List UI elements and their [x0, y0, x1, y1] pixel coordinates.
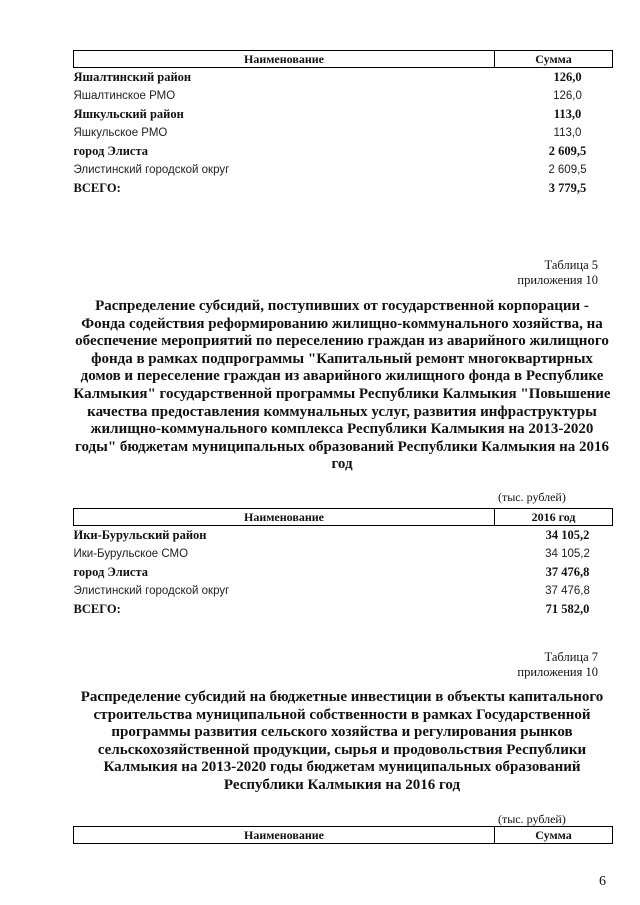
table-row	[74, 545, 613, 564]
column-header-name: Наименование	[74, 509, 495, 526]
row-name: ВСЕГО:	[73, 601, 121, 616]
column-header-name: Наименование	[74, 51, 495, 68]
table-row	[74, 526, 613, 545]
row-name: город Элиста	[73, 143, 149, 158]
appendix-ref: приложения 10	[517, 665, 598, 679]
row-value: 34 105,2	[545, 527, 590, 542]
section-title: Распределение субсидий, поступивших от государственной корпорации - Фонда содействия реформированию жилищно-коммунального хозяйства, на обеспечение мероприятий по переселению граждан из аварийного жилищного фонда в рамках подпрограммы "Капитальный ремонт многоквартирных домов и переселение граждан из аварийного жилищного фонда в Республике Калмыкия" государственной программы Республики Калмыкия "Повышение качества предоставления коммунальных услуг, развития инфраструктуры жилищно-коммунального комплекса Республики Калмыкия на 2013-2020 годы" бюджетам муниципальных образований Республики Калмыкия на 2016 год	[73, 298, 611, 473]
table-row	[74, 582, 613, 601]
row-value: 37 476,8	[545, 564, 590, 579]
section-title: Распределение субсидий на бюджетные инвестиции в объекты капитального строительства муниципальной собственности в рамках Государственной программы развития сельского хозяйства и регулирования рынков сельскохозяйственной продукции, сырья и продовольствия Республики Калмыкия на 2013-2020 годы бюджетам муниципальных образований Республики Калмыкия на 2016 год	[80, 689, 604, 793]
column-header-sum: Сумма	[495, 51, 613, 68]
row-name: Ики-Бурульское СМО	[73, 547, 189, 560]
table-row	[74, 563, 613, 582]
unit-label: (тыс. рублей)	[498, 812, 566, 826]
table-row	[74, 68, 613, 87]
table-row	[74, 142, 613, 161]
table-row	[74, 179, 613, 198]
row-name: Элистинский городской округ	[73, 584, 230, 597]
row-value: 126,0	[553, 69, 582, 84]
row-value: 34 105,2	[545, 547, 590, 560]
table-7	[73, 826, 613, 844]
row-name: ВСЕГО:	[73, 180, 121, 195]
table-label	[517, 258, 598, 288]
row-value: 3 779,5	[548, 180, 587, 195]
row-value: 113,0	[553, 106, 582, 121]
table-number: Таблица 7	[544, 650, 598, 664]
table-row	[74, 124, 613, 143]
table-row	[74, 600, 613, 619]
table-row	[74, 161, 613, 180]
row-name: город Элиста	[73, 564, 149, 579]
row-value: 113,0	[553, 126, 582, 139]
row-name: Яшалтинское РМО	[73, 89, 176, 102]
column-header-year: 2016 год	[495, 509, 613, 526]
column-header-name: Наименование	[74, 827, 495, 844]
row-value: 71 582,0	[545, 601, 590, 616]
appendix-ref: приложения 10	[517, 273, 598, 287]
row-value: 126,0	[553, 89, 582, 102]
row-value: 2 609,5	[548, 163, 587, 176]
row-name: Яшалтинский район	[73, 69, 192, 84]
table-5	[73, 508, 613, 619]
table-row	[74, 87, 613, 106]
row-name: Яшкульский район	[73, 106, 184, 121]
table-row	[74, 105, 613, 124]
table-continuation	[73, 50, 613, 198]
table-number: Таблица 5	[544, 258, 598, 272]
row-name: Элистинский городской округ	[73, 163, 230, 176]
row-name: Яшкульское РМО	[73, 126, 168, 139]
row-name: Ики-Бурульский район	[73, 527, 207, 542]
column-header-sum: Сумма	[495, 827, 613, 844]
row-value: 2 609,5	[548, 143, 587, 158]
page-number: 6	[599, 874, 606, 889]
table-label	[517, 650, 598, 680]
row-value: 37 476,8	[545, 584, 590, 597]
unit-label: (тыс. рублей)	[498, 490, 566, 504]
